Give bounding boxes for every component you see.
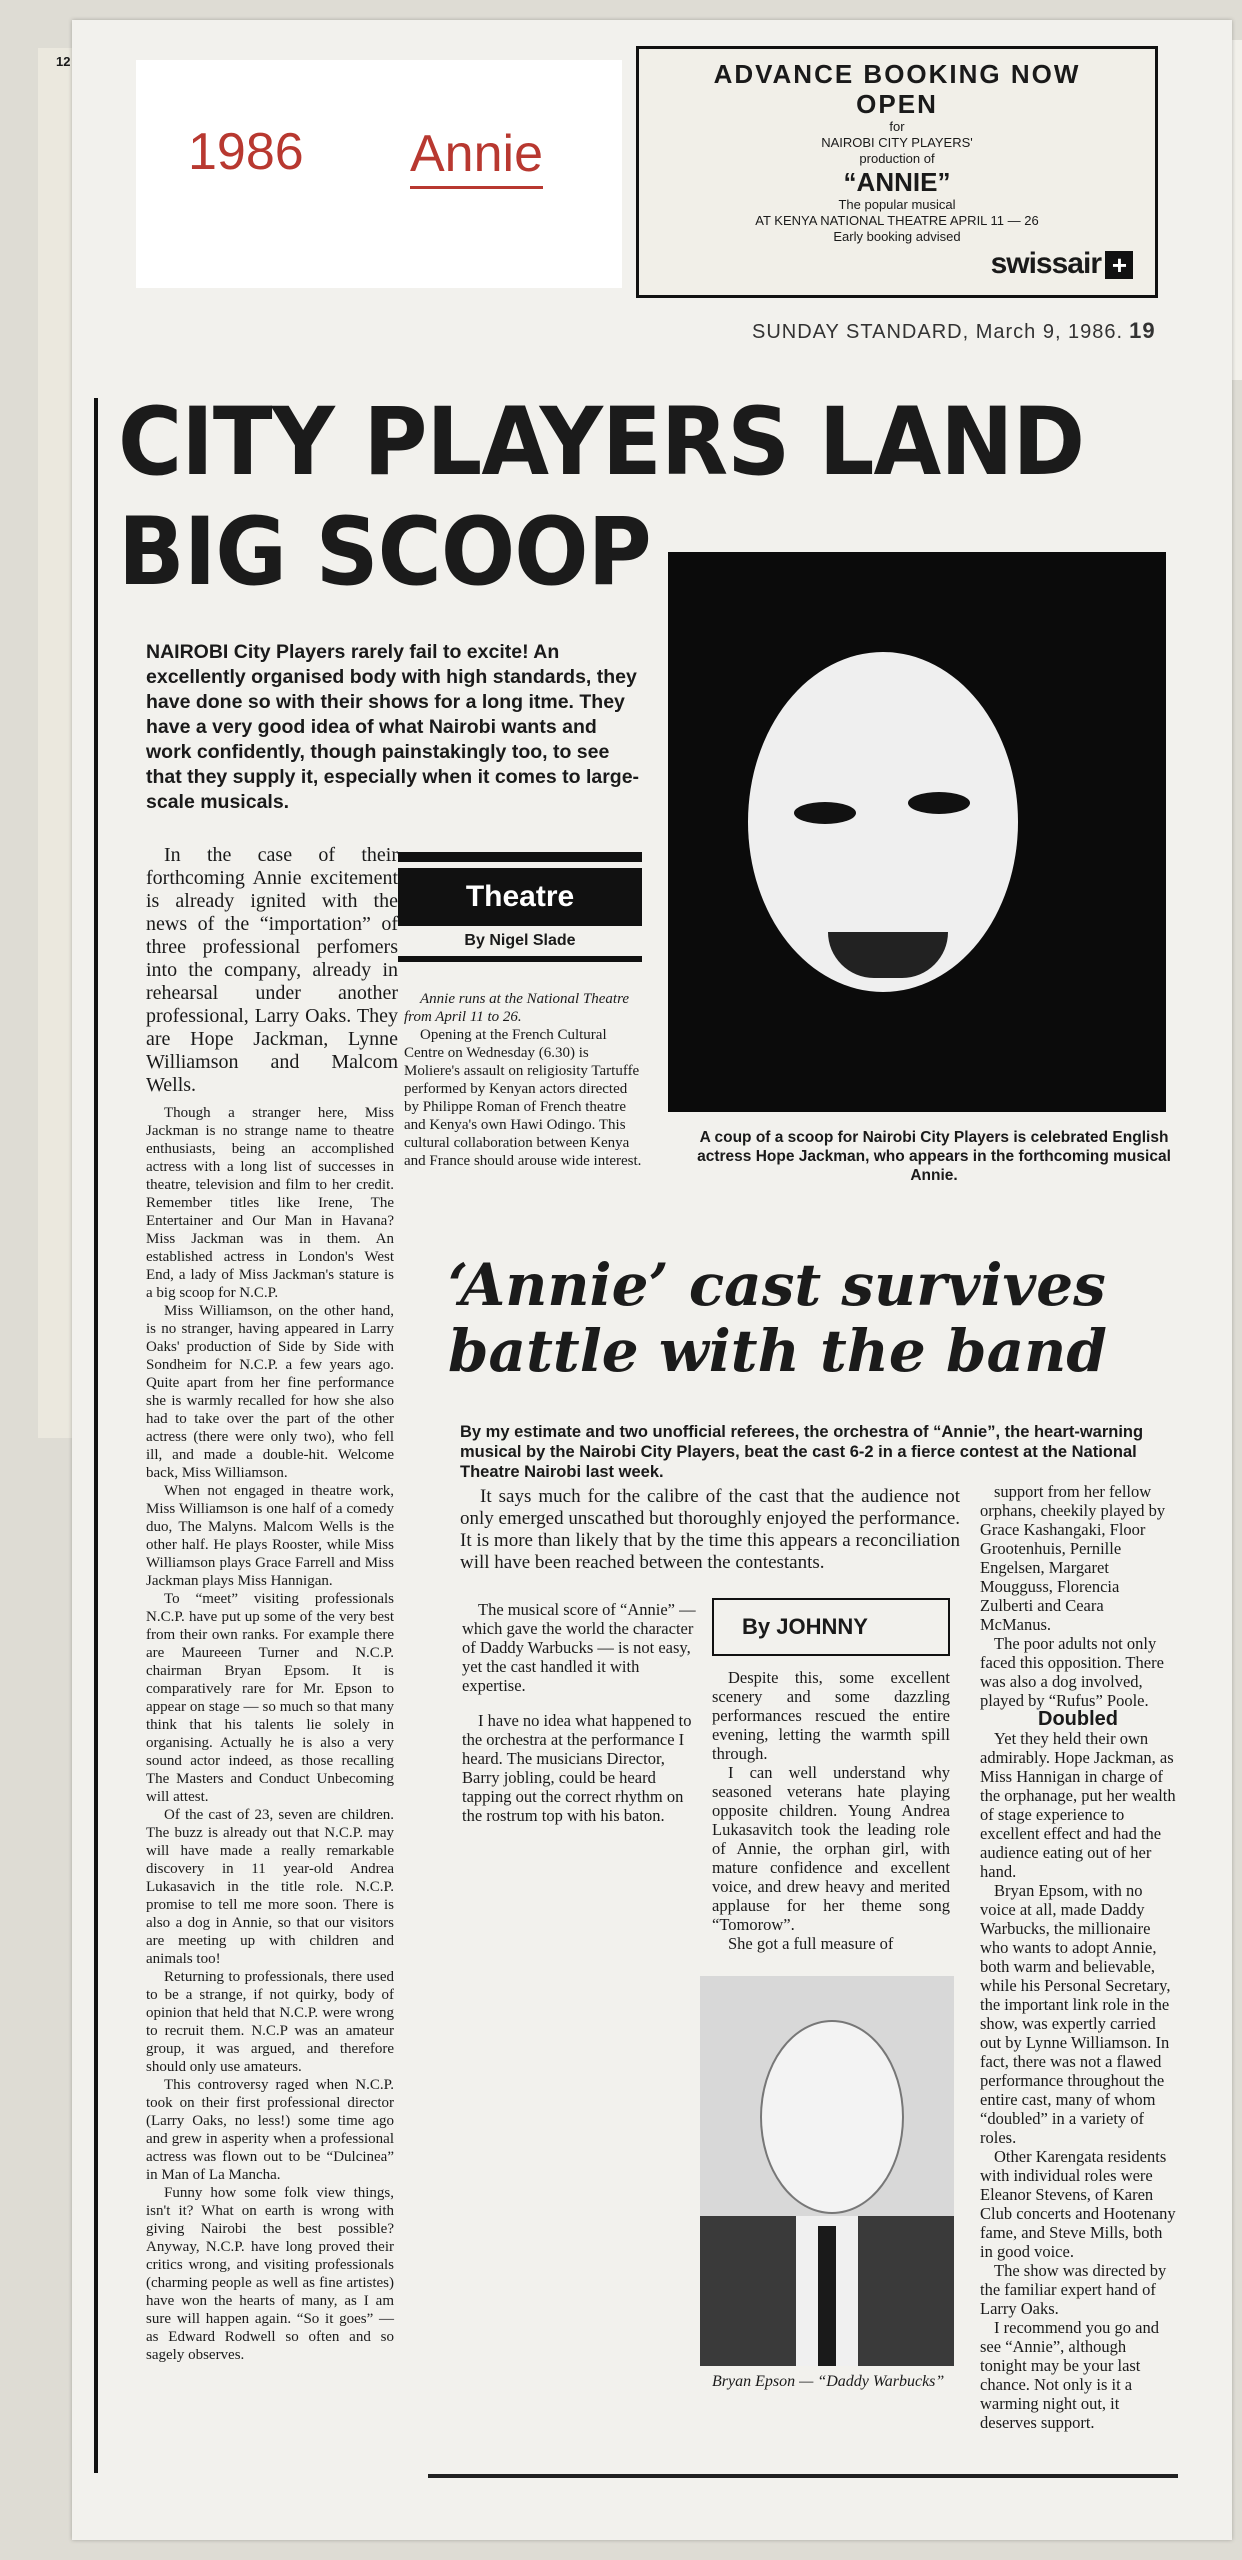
paragraph: This controversy raged when N.C.P. took on their first professional director (Larry Oaks, no less!) some time ago and grew in asperity when a professional actress was flown out to be “Dulcinea” in Man of La Mancha. [146, 2077, 394, 2183]
left-page-number: 12 [56, 54, 71, 69]
portrait-eye [908, 792, 970, 814]
paragraph: Despite this, some excellent scenery and some dazzling performances rescued the entire evening, letting the warmth spill through. [712, 1668, 950, 1763]
section-label: Theatre [398, 868, 642, 926]
advert-production: production of [859, 151, 935, 166]
article2-byline: By JOHNNY [712, 1598, 950, 1656]
paragraph: The poor adults not only faced this opposition. There was also a dog involved, played by “Rufus” Poole. [980, 1634, 1164, 1710]
label-title: Annie [410, 122, 543, 189]
article2-headline [448, 1252, 1178, 1384]
paragraph: Of the cast of 23, seven are children. The buzz is already out that N.C.P. may will have made a really remarkable discovery in 11 year-old Andrea Lukasavich in the title role. N.C.P. promise to tell me more soon. There is also a dog in Annie, so that our visitors are meeting up with children and animals too! [146, 1807, 394, 1967]
advert-headline: ADVANCE BOOKING NOW [713, 59, 1081, 89]
article1-column-b [404, 990, 644, 1170]
article1-column-a [146, 1104, 394, 2364]
article2-column-c [462, 1600, 698, 1841]
paragraph: Opening at the French Cultural Centre on Wednesday (6.30) is Moliere's assault on religiosity Tartuffe performed by Kenyan actors directed by Philippe Roman of French theatre and Kenya's own Hawi Odingo. This cultural collaboration between Kenya and France should arouse wide interest. [404, 1027, 642, 1169]
theatre-section-tag [398, 852, 642, 962]
article2-lead: By my estimate and two unofficial referees, the orchestra of “Annie”, the heart-warning musical by the Nairobi City Players, beat the cast 6-2 in a fierce contest at the National Theatre Nairobi last week. [460, 1423, 1144, 1481]
subheading: Doubled [1038, 1708, 1118, 1730]
article2-column-e [980, 1482, 1176, 2432]
article1-byline: By Nigel Slade [464, 932, 576, 949]
advert-musical: The popular musical [838, 197, 956, 212]
paragraph: support from her fellow orphans, cheekily played by Grace Kashangaki, Floor Grootenhuis, Pernille Engelsen, Margaret Mougguss, Florencia Zulberti and Ceara McManus. [980, 1482, 1166, 1634]
paragraph: I can well understand why seasoned veterans hate playing opposite children. Young Andrea Lukasavitch took the leading role of Annie, the orphan girl, with mature confidence and excellent voice, and drew heavy and merited applause for her theme song “Tomorow”. [712, 1763, 950, 1934]
label-year: 1986 [188, 123, 304, 181]
article2-bottom-rule [428, 2474, 1178, 2478]
column-rule [94, 398, 98, 2473]
paragraph: The show was directed by the familiar expert hand of Larry Oaks. [980, 2261, 1167, 2318]
paragraph: I recommend you go and see “Annie”, although tonight may be your last chance. Not only is it a warming night out, it deserves support. [980, 2318, 1159, 2432]
paragraph: The musical score of “Annie” — which gave the world the character of Daddy Warbucks — is not easy, yet the cast handled it with expertise. [462, 1600, 696, 1695]
paragraph: Funny how some folk view things, isn't it? What on earth is wrong with giving Nairobi the best possible? Anyway, N.C.P. have long proved their critics wrong, and visiting professionals (charming people as well as fine artistes) have won the hearts of many, as I am sure will happen again. “So it goes” — as Edward Rodwell so often and so sagely observes. [146, 2185, 394, 2363]
advert-open: OPEN [856, 89, 938, 119]
paragraph: Other Karengata residents with individual roles were Eleanor Stevens, of Karen Club concerts and Hootenany fame, and Steve Mills, both in good voice. [980, 2147, 1176, 2261]
swissair-logo [991, 247, 1133, 281]
handwritten-label-card [136, 60, 622, 288]
bryan-epsom-photo [700, 1976, 954, 2366]
advert-company: NAIROBI CITY PLAYERS' [821, 135, 973, 150]
photo2-caption: Bryan Epson — “Daddy Warbucks” [712, 2373, 945, 2390]
advert-for: for [889, 119, 905, 134]
page-number: 19 [1129, 318, 1156, 343]
article1-lead: NAIROBI City Players rarely fail to excite! An excellently organised body with high standards, they have done so with their shows for a long itme. They have a very good idea of what Nairobi wants and work confidently, though painstakingly too, to see that they supply it, especially when it comes to large-scale musicals. [146, 641, 640, 813]
divider [398, 852, 642, 862]
brand-name: swissair [990, 247, 1101, 280]
paragraph: I have no idea what happened to the orchestra at the performance I heard. The musicians Director, Barry jobling, could be heard tapping out the correct rhythm on the rostrum top with his baton. [462, 1711, 692, 1825]
paragraph: To “meet” visiting professionals N.C.P. have put up some of the very best from their own ranks. For example there are Maureeen Turner and N.C.P. chairman Bryan Epsom. It is comparatively rare for Mr. Epson to appear on stage — so much so that many think that his talents lie solely in organising. Actually he is also a very sound actor indeed, as those recalling The Masters and Conduct Unbecoming will attest. [146, 1591, 394, 1805]
article2-column-d [712, 1668, 950, 1953]
article1-headline-line2: BIG SCOOP [118, 498, 651, 607]
article1-headline-line1: CITY PLAYERS LAND [118, 388, 1085, 497]
paragraph: Miss Williamson, on the other hand, is no stranger, having appeared in Larry Oaks' production of Side by Side with Sondheim for N.C.P. a few years ago. Quite apart from her fine performance she is warmly recalled for how she also had to take over the part of the other actress (there were only two), who fell ill, and made a double-hit. Welcome back, Miss Williamson. [146, 1303, 394, 1481]
article2-headline-line1: ‘Annie’ cast survives [448, 1251, 1106, 1319]
article2-intro: It says much for the calibre of the cast that the audience not only emerged unscathed but thoroughly enjoyed the performance. It is more than likely that by the time this appears a reconciliation will have been reached between the contestants. [460, 1486, 960, 1573]
advert-advice: Early booking advised [833, 229, 961, 244]
paragraph: Annie runs at the National Theatre from April 11 to 26. [404, 991, 630, 1025]
paragraph: In the case of their forthcoming Annie excitement is already ignited with the news of the “importation” of three professional perfomers into the company, already in rehearsal under another professional, Larry Oaks. They are Hope Jackman, Lynne Williamson and Malcom Wells. [146, 844, 398, 1096]
paragraph: Though a stranger here, Miss Jackman is no strange name to theatre enthusiasts, being an accomplished actress with a long list of successes in theatre, television and film to her credit. Remember titles like Irene, The Entertainer and Our Man in Havana? Miss Jackman was in them. An established actress in London's West End, a lady of Miss Jackman's stature is a big scoop for N.C.P. [146, 1105, 394, 1301]
paragraph: Yet they held their own admirably. Hope Jackman, as Miss Hannigan in charge of the orphanage, put her wealth of stage experience to excellent effect and had the audience eating out of her hand. [980, 1729, 1176, 1881]
portrait-face [760, 2020, 904, 2214]
paragraph: When not engaged in theatre work, Miss Williamson is one half of a comedy duo, The Malyns. Malcom Wells is the other half. He plays Rooster, while Miss Williamson plays Grace Farrell and Miss Jackman plays Miss Hannigan. [146, 1483, 394, 1589]
paragraph: She got a full measure of [728, 1934, 894, 1953]
photo1-caption: A coup of a scoop for Nairobi City Players is celebrated English actress Hope Jackman, who appears in the forthcoming musical Annie. [697, 1129, 1171, 1184]
portrait-eye [794, 802, 856, 824]
paragraph: Bryan Epsom, with no voice at all, made Daddy Warbucks, the millionaire who wants to adopt Annie, both warm and believable, while his Personal Secretary, the important link role in the show, was expertly carried out by Lynne Williamson. In fact, there was not a flawed performance throughout the entire cast, many of whom “doubled” in a variety of roles. [980, 1881, 1171, 2147]
paragraph: Returning to professionals, there used to be a strange, if not quirky, body of opinion that held that N.C.P. were wrong to recruit them. N.C.P was an amateur group, it was argued, and therefore should only use amateurs. [146, 1969, 394, 2075]
swiss-cross-icon: + [1105, 251, 1133, 279]
hope-jackman-photo [668, 552, 1166, 1112]
advert-show: “ANNIE” [843, 167, 951, 197]
booking-advert [636, 46, 1158, 298]
article2-headline-line2: battle with the band [448, 1317, 1107, 1385]
article1-column-a-intro [146, 844, 398, 1097]
dateline-text: SUNDAY STANDARD, March 9, 1986. [752, 321, 1124, 343]
newspaper-dateline [752, 318, 1156, 344]
portrait-tie [818, 2226, 836, 2366]
advert-venue: AT KENYA NATIONAL THEATRE APRIL 11 — 26 [755, 213, 1039, 228]
divider [398, 956, 642, 962]
